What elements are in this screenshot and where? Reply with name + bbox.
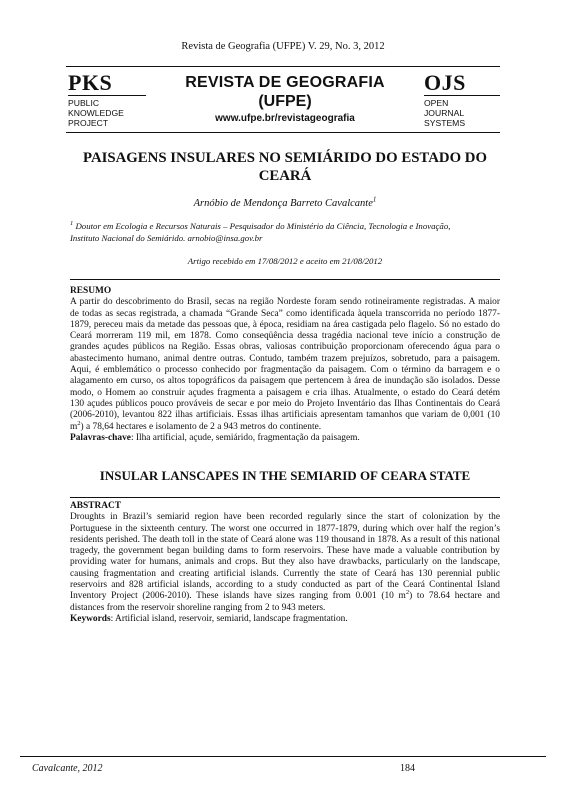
pks-logo [68,72,146,129]
resumo-line: alagamento em curso, os altos topográficos da paisagem que pertencem à área de inundação são isolados. Desse [70,376,500,387]
ojs-acronym: OJS [424,70,466,95]
author-name: Arnóbio de Mendonça Barreto Cavalcante [193,198,373,209]
abstract-body [70,512,500,614]
resumo-heading: RESUMO [70,286,112,296]
running-header: Revista de Geografia (UFPE) V. 29, No. 3, 2012 [181,41,385,52]
footer-page-number: 184 [400,763,415,774]
resumo-line: modo, o Homem ao construir açudes fragmenta a paisagem e cria ilhas. Atualmente, o estado do Ceará detém [70,387,500,398]
resumo-line: 1879, pereceu mais da metade das pessoas que, à época, residiam na área castigada pelo flagelo. Só no estado do [70,319,500,330]
english-title: INSULAR LANSCAPES IN THE SEMIARID OF CEARA STATE [99,468,471,483]
affiliation-line1: Doutor em Ecologia e Recursos Naturais – Pesquisador do Ministério da Ciência, Tecnologia e Inovação, [73,221,451,231]
resumo-keywords-text: : Ilha artificial, açude, semiárido, fragmentação da paisagem. [130,432,360,443]
resumo-section [70,286,500,444]
resumo-keywords-label: Palavras-chave [70,432,131,443]
pks-line3: PROJECT [68,118,109,129]
affiliation-footnote-mark: 1 [70,220,74,228]
resumo-top-rule [70,279,500,280]
resumo-line: grandes açudes públicos na Região. Essas obras, valiosas contribuição proporcionam oferecendo água para o [70,342,500,353]
header-bottom-rule [66,132,500,133]
author-footnote-mark: 1 [372,195,377,204]
journal-url[interactable]: www.ufpe.br/revistageografia [215,113,355,124]
resumo-superscript: 2 [77,419,81,427]
abstract-keywords-label: Keywords [70,613,111,624]
resumo-body [70,297,500,421]
journal-title-line1: REVISTA DE GEOGRAFIA [185,74,385,91]
abstract-keywords-text: : Artificial island, reservoir, semiarid, landscape fragmentation. [110,613,348,624]
resumo-line: Ceará morreram 119 mil, em 1878. Como conseqüência dessa tragédia nacional teve início a construção de [70,331,500,342]
author-affiliation [70,221,500,244]
header-top-rule [66,66,500,67]
journal-masthead [150,74,420,126]
affiliation-line2: Instituto Nacional do Semiárido. arnobio@insa.gov.br [70,232,263,243]
received-date: Artigo recebido em 17/08/2012 e aceito em 21/08/2012 [187,256,383,266]
ojs-line2: JOURNAL [424,108,465,119]
resumo-last-line-b: ) a 78,64 hectares e isolamento de 2 a 943 metros do continente. [80,421,322,432]
pks-line1: PUBLIC [68,98,100,108]
footer-rule [20,756,546,757]
article-title [70,149,500,185]
resumo-keywords [70,433,500,444]
resumo-line: 130 açudes públicos pouco prováveis de secar e por meio do Projeto Inventário das Ilhas Continentais do Ceará [70,398,500,409]
abstract-superscript: 2 [405,589,410,597]
ojs-divider [424,95,500,96]
ojs-line3: SYSTEMS [424,118,466,129]
pks-divider [68,95,146,96]
abstract-keywords [70,614,500,625]
article-author [70,195,500,209]
abstract-section [70,501,500,625]
ojs-logo [424,72,500,129]
pks-acronym: PKS [68,70,113,95]
resumo-line: de todas as secas registrada, a chamada “Grande Seca” como identificada àquela transcorrida no período 1877- [70,308,500,319]
abstract-text-b: ) to 78.64 hectare and distances from the reservoir shoreline ranging from 2 to 943 meters. [70,591,500,613]
abstract-heading: ABSTRACT [70,501,122,511]
resumo-last-line [70,419,500,433]
pks-line2: KNOWLEDGE [68,108,124,119]
ojs-line1: OPEN [424,98,449,108]
article-title-line1: PAISAGENS INSULARES NO SEMIÁRIDO DO ESTADO DO [83,150,487,166]
resumo-line: abastecimento humano, animal dentre outras. Contudo, também trazem prejuízos, sobretudo, para a paisagem. [70,353,500,364]
resumo-line: (2006-2010), levantou 822 ilhas artificiais. Essas ilhas artificiais apresentam tamanhos que variam de 0,001 (10 [70,410,500,421]
footer-author: Cavalcante, 2012 [32,763,103,774]
resumo-line: A partir do descobrimento do Brasil, secas na região Nordeste foram sendo rotineiramente registradas. A maior [70,297,500,308]
resumo-line: Aqui, é emblemático o processo conhecido por fragmentação da paisagem. Com o término da barragem e o [70,365,500,376]
article-title-line2: CEARÁ [258,168,312,184]
resumo-last-line-a: m [70,421,78,432]
abstract-top-rule [70,497,500,498]
abstract-text-a: Droughts in Brazil’s semiarid region have been recorded regularly since the start of colonization by the Portuguese in the sixteenth century. The worst one occurred in 1877-1879, during which over half the region’s residents perished. The death toll in the state of Ceará alone was 119 thousand in 1878. As a result of this national tragedy, the government began building dams to form reservoirs. These have made a valuable contribution by providing water for humans, animals and crops. But they also have drawbacks, particularly on the landscape, causing fragmentation and creating artificial islands. Currently the state of Ceará has 130 perennial public reservoirs and 828 artificial islands, according to a study conducted as part of the Ceará Continental Island Inventory Project (2006-2010). These islands have sizes ranging from 0.001 (10 m [70,512,500,602]
journal-title-line2: (UFPE) [258,93,312,110]
